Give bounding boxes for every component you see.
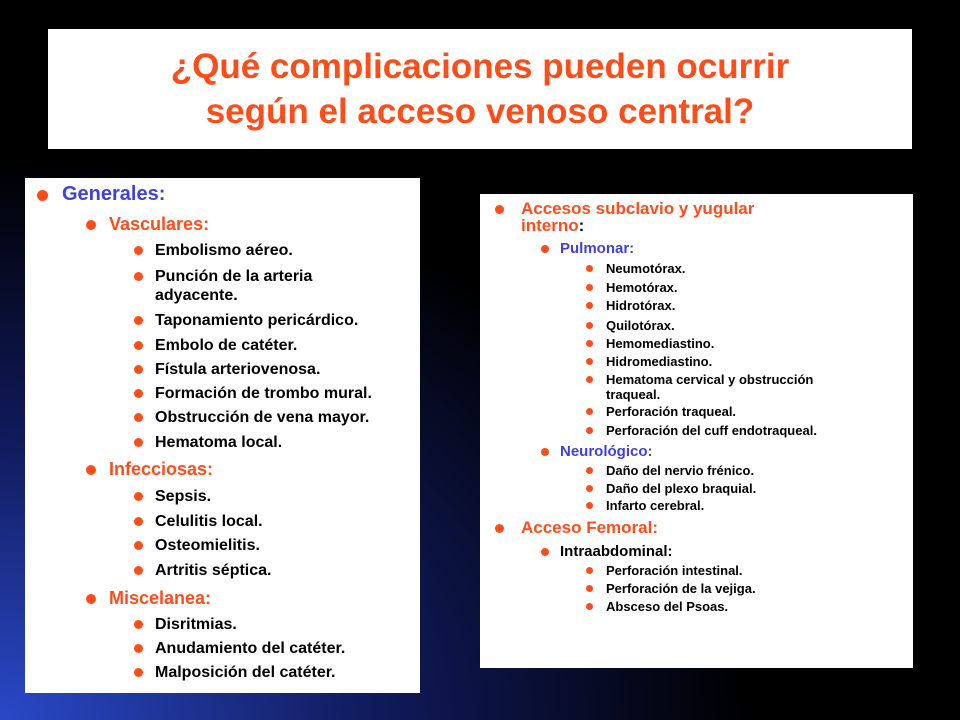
list-item: Perforación traqueal. [586, 404, 736, 419]
title-box [48, 29, 912, 149]
title-line-1: ¿Qué complicaciones pueden ocurrir [170, 47, 790, 86]
list-item: Disritmias. [134, 615, 237, 634]
bullet-icon [134, 272, 143, 281]
list-item-vasculares: Vasculares: [86, 214, 209, 235]
bullet-icon [134, 541, 143, 550]
bullet-icon [495, 524, 504, 533]
bullet-icon [134, 668, 143, 677]
bullet-icon [134, 566, 143, 575]
bullet-icon [586, 567, 593, 574]
bullet-icon [586, 265, 593, 272]
right-panel [480, 194, 913, 668]
bullet-icon [586, 603, 593, 610]
bullet-icon [86, 220, 96, 230]
bullet-icon [134, 365, 143, 374]
list-item: Quilotórax. [586, 318, 675, 333]
title-line-2: según el acceso venoso central? [205, 92, 755, 131]
list-item: Fístula arteriovenosa. [134, 360, 320, 379]
bullet-icon [586, 302, 593, 309]
list-item: Anudamiento del catéter. [134, 639, 345, 658]
bullet-icon [134, 438, 143, 447]
bullet-icon [586, 340, 593, 347]
bullet-icon [134, 316, 143, 325]
list-item: Absceso del Psoas. [586, 599, 728, 614]
list-item: Daño del plexo braquial. [586, 481, 756, 496]
list-item: Perforación del cuff endotraqueal. [586, 423, 817, 438]
list-item: Punción de la arteria adyacente. [134, 267, 312, 305]
list-item: Embolo de catéter. [134, 336, 297, 355]
list-item: Malposición del catéter. [134, 663, 336, 682]
list-item: Perforación de la vejiga. [586, 581, 756, 596]
bullet-icon [134, 492, 143, 501]
list-item: Hemomediastino. [586, 336, 714, 351]
bullet-icon [586, 408, 593, 415]
bullet-icon [586, 322, 593, 329]
bullet-icon [134, 413, 143, 422]
bullet-icon [541, 448, 549, 456]
slide-title [171, 44, 789, 134]
list-item-pulmonar: Pulmonar: [541, 240, 634, 257]
bullet-icon [541, 245, 549, 253]
list-item-infecciosas: Infecciosas: [86, 459, 213, 480]
bullet-icon [134, 246, 143, 255]
bullet-icon [86, 594, 96, 604]
bullet-icon [541, 548, 549, 556]
bullet-icon [586, 467, 593, 474]
list-item: Hemotórax. [586, 280, 678, 295]
list-item-neurologico: Neurológico: [541, 443, 653, 460]
list-item: Hidromediastino. [586, 354, 712, 369]
bullet-icon [586, 585, 593, 592]
list-item: Hematoma cervical y obstrucción traqueal. [586, 372, 813, 402]
list-item-generales: Generales: [37, 183, 165, 206]
list-item-acceso-femoral: Acceso Femoral: [495, 519, 658, 536]
list-item: Artritis séptica. [134, 561, 271, 580]
bullet-icon [586, 427, 593, 434]
list-item-intraabdominal: Intraabdominal: [541, 543, 673, 560]
list-item: Celulitis local. [134, 512, 263, 531]
list-item: Hidrotórax. [586, 298, 675, 313]
bullet-icon [86, 465, 96, 475]
list-item-miscelanea: Miscelanea: [86, 588, 211, 609]
bullet-icon [586, 502, 593, 509]
list-item-accesos-subclavio: Accesos subclavio y yugular interno: [495, 200, 754, 234]
left-panel [25, 178, 420, 693]
list-item: Osteomielitis. [134, 536, 260, 555]
bullet-icon [586, 358, 593, 365]
bullet-icon [134, 517, 143, 526]
list-item: Infarto cerebral. [586, 498, 704, 513]
list-item: Obstrucción de vena mayor. [134, 408, 369, 427]
bullet-icon [495, 205, 504, 214]
list-item: Perforación intestinal. [586, 563, 743, 578]
list-item: Taponamiento pericárdico. [134, 311, 358, 330]
list-item: Embolismo aéreo. [134, 241, 293, 260]
list-item: Sepsis. [134, 487, 211, 506]
list-item: Daño del nervio frénico. [586, 463, 754, 478]
bullet-icon [134, 644, 143, 653]
bullet-icon [586, 485, 593, 492]
bullet-icon [134, 341, 143, 350]
list-item: Formación de trombo mural. [134, 384, 372, 403]
bullet-icon [586, 376, 593, 383]
list-item: Neumotórax. [586, 261, 685, 276]
list-item: Hematoma local. [134, 433, 282, 452]
bullet-icon [586, 284, 593, 291]
bullet-icon [134, 620, 143, 629]
bullet-icon [37, 190, 48, 201]
bullet-icon [134, 389, 143, 398]
